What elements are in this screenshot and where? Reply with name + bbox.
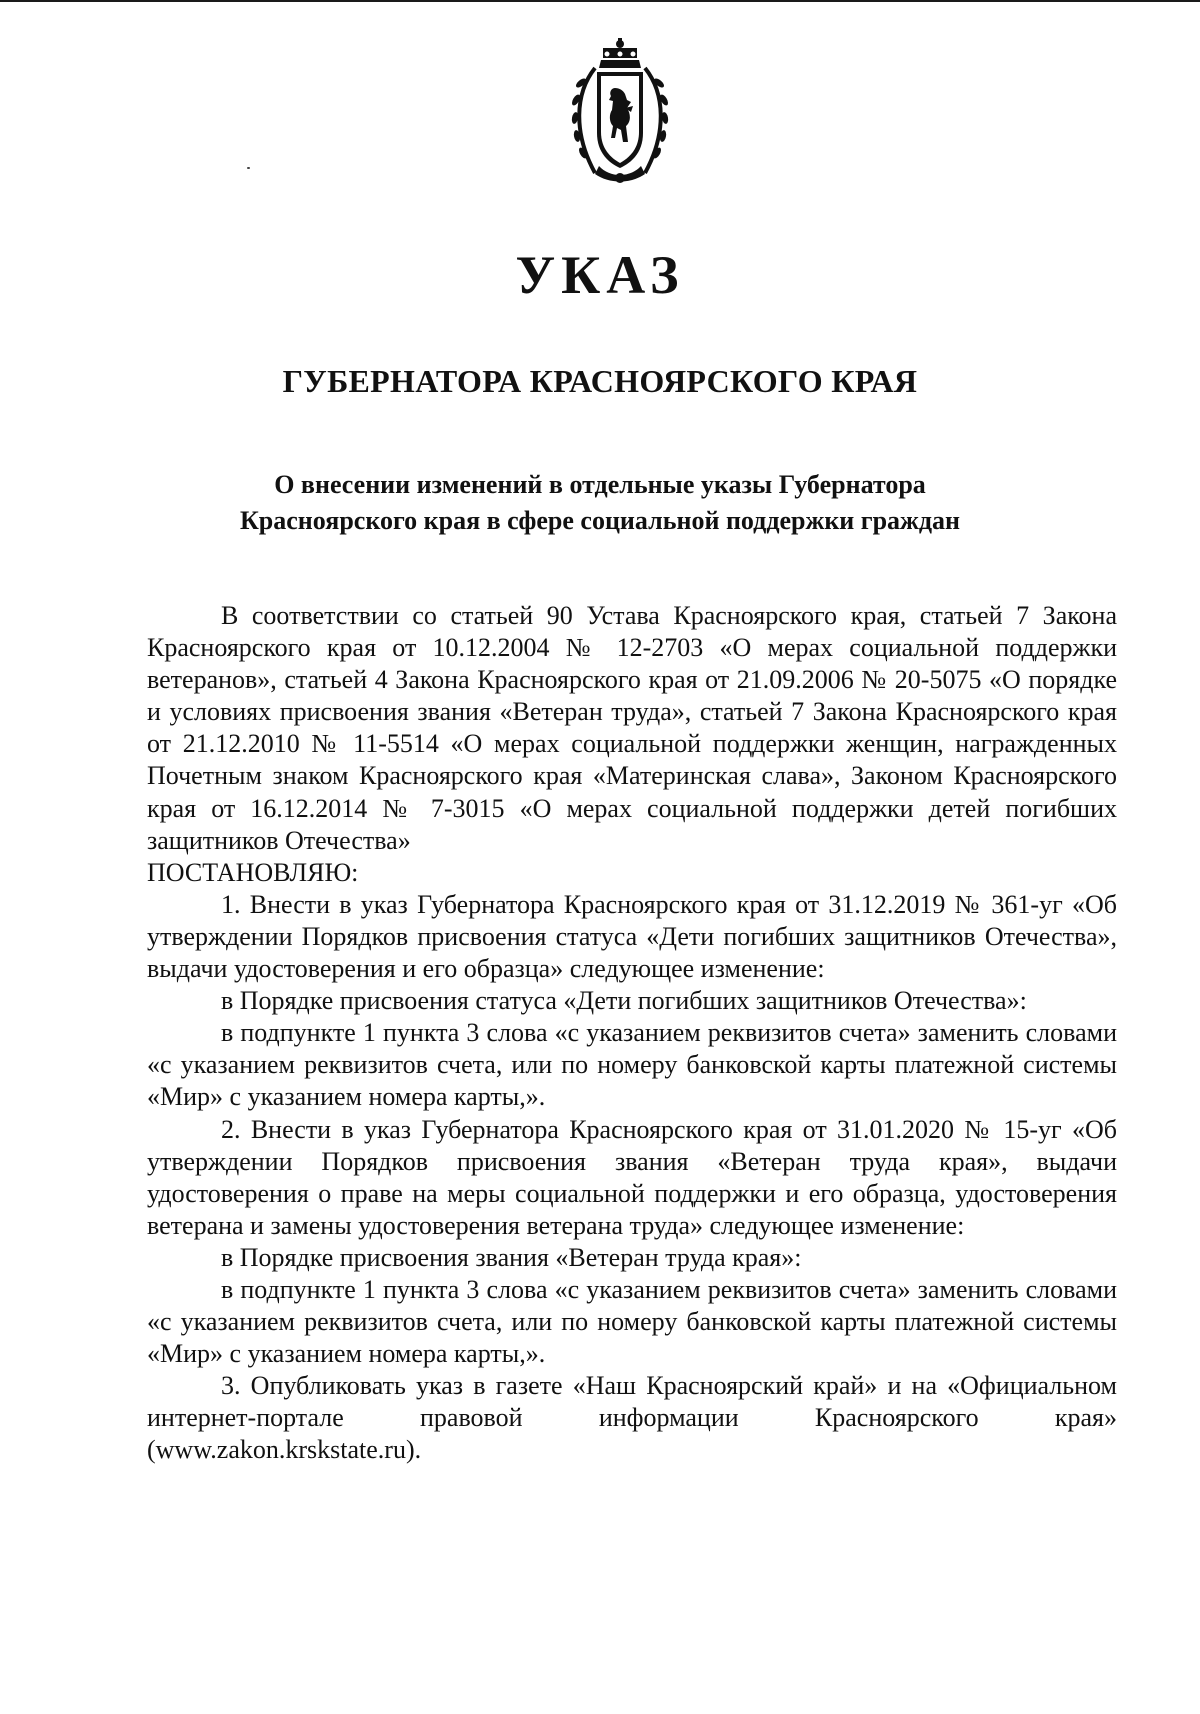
top-border-line (0, 0, 1200, 2)
document-subtitle: ГУБЕРНАТОРА КРАСНОЯРСКОГО КРАЯ (282, 363, 918, 399)
scan-speck (247, 167, 250, 169)
paragraph-decree-word: ПОСТАНОВЛЯЮ: (147, 857, 359, 887)
paragraph-item-2-order: в Порядке присвоения звания «Ветеран труда края»: (221, 1242, 802, 1272)
document-body (147, 600, 1117, 1467)
document-title: УКАЗ (515, 245, 685, 305)
paragraph-item-2: 2. Внести в указ Губернатора Красноярского края от 31.01.2020 № 15-уг «Об утверждении Порядков присвоения звания «Ветеран труда края», выдачи удостоверения о праве на меры социальной поддержки и его образца, удостоверения ветерана и замены удостоверения ветерана труда» следующее изменение: (147, 1114, 1117, 1240)
paragraph-preamble: В соответствии со статьей 90 Устава Красноярского края, статьей 7 Закона Красноярского края от 10.12.2004 № 12-2703 «О мерах социальной поддержки ветеранов», статьей 4 Закона Красноярского края от 21.09.2006 № 20-5075 «О порядке и условиях присвоения звания «Ветеран труда», статьей 7 Закона Красноярского края от 21.12.2010 № 11-5514 «О мерах социальной поддержки женщин, награжденных Почетным знаком Красноярского края «Материнская слава», Законом Красноярского края от 16.12.2014 № 7-3015 «О мерах социальной поддержки детей погибших защитников Отечества» (147, 601, 1117, 855)
paragraph-item-1: 1. Внести в указ Губернатора Красноярского края от 31.12.2019 № 361-уг «Об утверждении Порядков присвоения статуса «Дети погибших защитников Отечества», выдачи удостоверения и его образца» следующее изменение: (147, 889, 1117, 984)
paragraph-item-2-change: в подпункте 1 пункта 3 слова «с указанием реквизитов счета» заменить словами «с указанием реквизитов счета, или по номеру банковской карты платежной системы «Мир» с указанием номера карты,». (147, 1274, 1117, 1369)
coat-of-arms-icon (565, 38, 675, 188)
heading-line-1: О внесении изменений в отдельные указы Губернатора (274, 470, 926, 499)
paragraph-item-1-change: в подпункте 1 пункта 3 слова «с указанием реквизитов счета» заменить словами «с указанием реквизитов счета, или по номеру банковской карты платежной системы «Мир» с указанием номера карты,». (147, 1018, 1117, 1112)
paragraph-item-3: 3. Опубликовать указ в газете «Наш Красноярский край» и на «Официальном интернет-портале правовой информации Красноярского края» (www.zakon.krskstate.ru). (147, 1371, 1117, 1465)
heading-line-2: Красноярского края в сфере социальной поддержки граждан (239, 506, 961, 535)
document-heading (150, 467, 1050, 539)
paragraph-item-1-order: в Порядке присвоения статуса «Дети погибших защитников Отечества»: (221, 986, 1027, 1016)
